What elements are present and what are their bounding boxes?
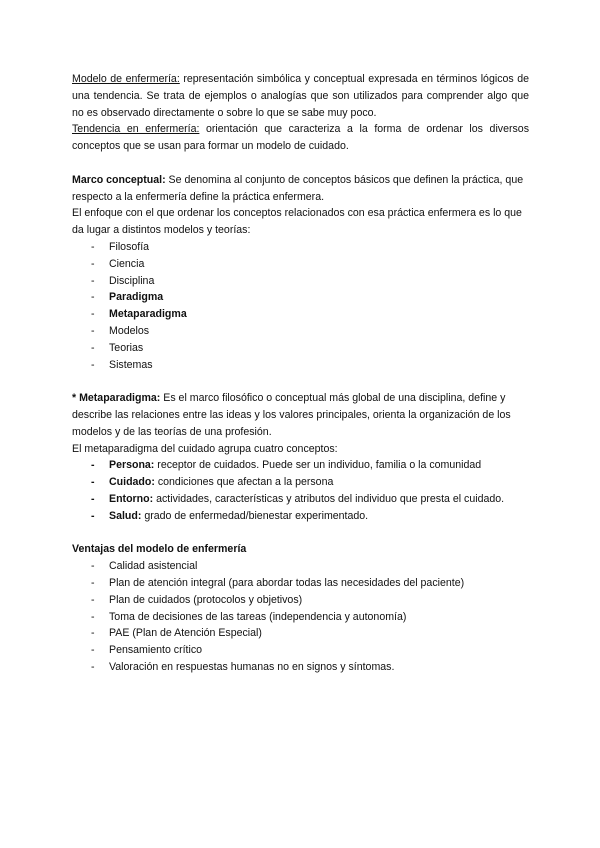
item-label: Filosofía bbox=[109, 240, 150, 253]
dash-mark: - bbox=[91, 492, 95, 505]
list-item bbox=[72, 474, 529, 491]
list-item bbox=[72, 508, 529, 525]
list-item bbox=[72, 323, 529, 340]
item-label: Modelos bbox=[109, 324, 150, 337]
metaparadigma-definition bbox=[72, 390, 529, 440]
item-label: PAE (Plan de Atención Especial) bbox=[109, 627, 262, 640]
dash-mark: - bbox=[91, 610, 95, 623]
tendencia-text: orientación que caracteriza a la forma de ordenar los diversos conceptos que se usan para formar un modelo de cuidado. bbox=[72, 123, 529, 153]
list-item bbox=[72, 357, 529, 374]
item-label: Pensamiento crítico bbox=[109, 644, 203, 657]
concepto-text: receptor de cuidados. Puede ser un individuo, familia o la comunidad bbox=[154, 459, 482, 472]
list-item bbox=[72, 491, 529, 508]
item-label: Toma de decisiones de las tareas (independencia y autonomía) bbox=[109, 610, 407, 623]
dash-mark: - bbox=[91, 257, 95, 270]
item-label: Teorias bbox=[109, 341, 144, 354]
tendencia-term: Tendencia en enfermería: bbox=[72, 123, 200, 136]
dash-mark: - bbox=[91, 627, 95, 640]
list-item bbox=[72, 592, 529, 609]
metaparadigma-agrupa: El metaparadigma del cuidado agrupa cuatro conceptos: bbox=[72, 442, 338, 455]
item-label: Calidad asistencial bbox=[109, 560, 198, 573]
item-label: Sistemas bbox=[109, 358, 153, 371]
marco-enfoque: El enfoque con el que ordenar los conceptos relacionados con esa práctica enfermera es lo que da lugar a distintos modelos y teorías: bbox=[72, 207, 522, 237]
concepto-term: Cuidado: bbox=[109, 476, 155, 489]
item-label: Ciencia bbox=[109, 257, 145, 270]
list-item bbox=[72, 558, 529, 575]
item-label: Metaparadigma bbox=[109, 308, 187, 321]
concepto-text: actividades, características y atributos del individuo que presta el cuidado. bbox=[153, 492, 505, 505]
dash-mark: - bbox=[91, 660, 95, 673]
marco-list bbox=[72, 239, 529, 373]
dash-mark: - bbox=[91, 308, 95, 321]
list-item bbox=[72, 642, 529, 659]
tendencia-definition bbox=[72, 121, 529, 155]
marco-definition bbox=[72, 172, 529, 206]
dash-mark: - bbox=[91, 341, 95, 354]
list-item bbox=[72, 575, 529, 592]
list-item bbox=[72, 256, 529, 273]
dash-mark: - bbox=[91, 240, 95, 253]
ventajas-list bbox=[72, 558, 529, 676]
concepto-term: Persona: bbox=[109, 459, 155, 472]
list-item bbox=[72, 239, 529, 256]
dash-mark: - bbox=[91, 576, 95, 589]
list-item bbox=[72, 457, 529, 474]
concepto-term: Salud: bbox=[109, 509, 142, 522]
item-label: Paradigma bbox=[109, 291, 164, 304]
dash-mark: - bbox=[91, 560, 95, 573]
item-label: Plan de cuidados (protocolos y objetivos) bbox=[109, 593, 303, 606]
concepto-text: condiciones que afectan a la persona bbox=[154, 476, 334, 489]
list-item bbox=[72, 625, 529, 642]
dash-mark: - bbox=[91, 324, 95, 337]
concepto-term: Entorno: bbox=[109, 492, 154, 505]
modelo-term: Modelo de enfermería: bbox=[72, 73, 180, 85]
dash-mark: - bbox=[91, 509, 95, 522]
marco-text: Se denomina al conjunto de conceptos básicos que definen la práctica, que respecto a la enfermería define la práctica enfermera. bbox=[72, 173, 524, 203]
modelo-text: representación simbólica y conceptual expresada en términos lógicos de una tendencia. Se trata de ejemplos o analogías que son utilizados para comprender algo que no es observado directamente o sobre lo que se sabe muy poco. bbox=[72, 73, 529, 119]
spacer bbox=[72, 373, 529, 390]
spacer bbox=[72, 525, 529, 542]
spacer bbox=[72, 155, 529, 172]
dash-mark: - bbox=[91, 644, 95, 657]
dash-mark: - bbox=[91, 459, 95, 472]
dash-mark: - bbox=[91, 274, 95, 287]
concepto-text: grado de enfermedad/bienestar experimentado. bbox=[141, 509, 369, 522]
list-item bbox=[72, 609, 529, 626]
modelo-definition bbox=[72, 71, 529, 121]
list-item bbox=[72, 306, 529, 323]
list-item bbox=[72, 659, 529, 676]
ventajas-title: Ventajas del modelo de enfermería bbox=[72, 543, 247, 556]
marco-term: Marco conceptual: bbox=[72, 173, 166, 186]
list-item bbox=[72, 273, 529, 290]
metaparadigma-text: Es el marco filosófico o conceptual más global de una disciplina, define y describe las relaciones entre las ideas y los valores principales, orienta la organización de los modelos y de las teorías de una profesión. bbox=[72, 392, 511, 438]
dash-mark: - bbox=[91, 291, 95, 304]
item-label: Plan de atención integral (para abordar todas las necesidades del paciente) bbox=[109, 576, 465, 589]
metaparadigma-term: * Metaparadigma: bbox=[72, 392, 161, 405]
document-page bbox=[72, 71, 529, 676]
conceptos-list bbox=[72, 457, 529, 524]
item-label: Disciplina bbox=[109, 274, 155, 287]
item-label: Valoración en respuestas humanas no en signos y síntomas. bbox=[109, 660, 395, 673]
dash-mark: - bbox=[91, 593, 95, 606]
dash-mark: - bbox=[91, 358, 95, 371]
list-item bbox=[72, 289, 529, 306]
list-item bbox=[72, 340, 529, 357]
dash-mark: - bbox=[91, 476, 95, 489]
